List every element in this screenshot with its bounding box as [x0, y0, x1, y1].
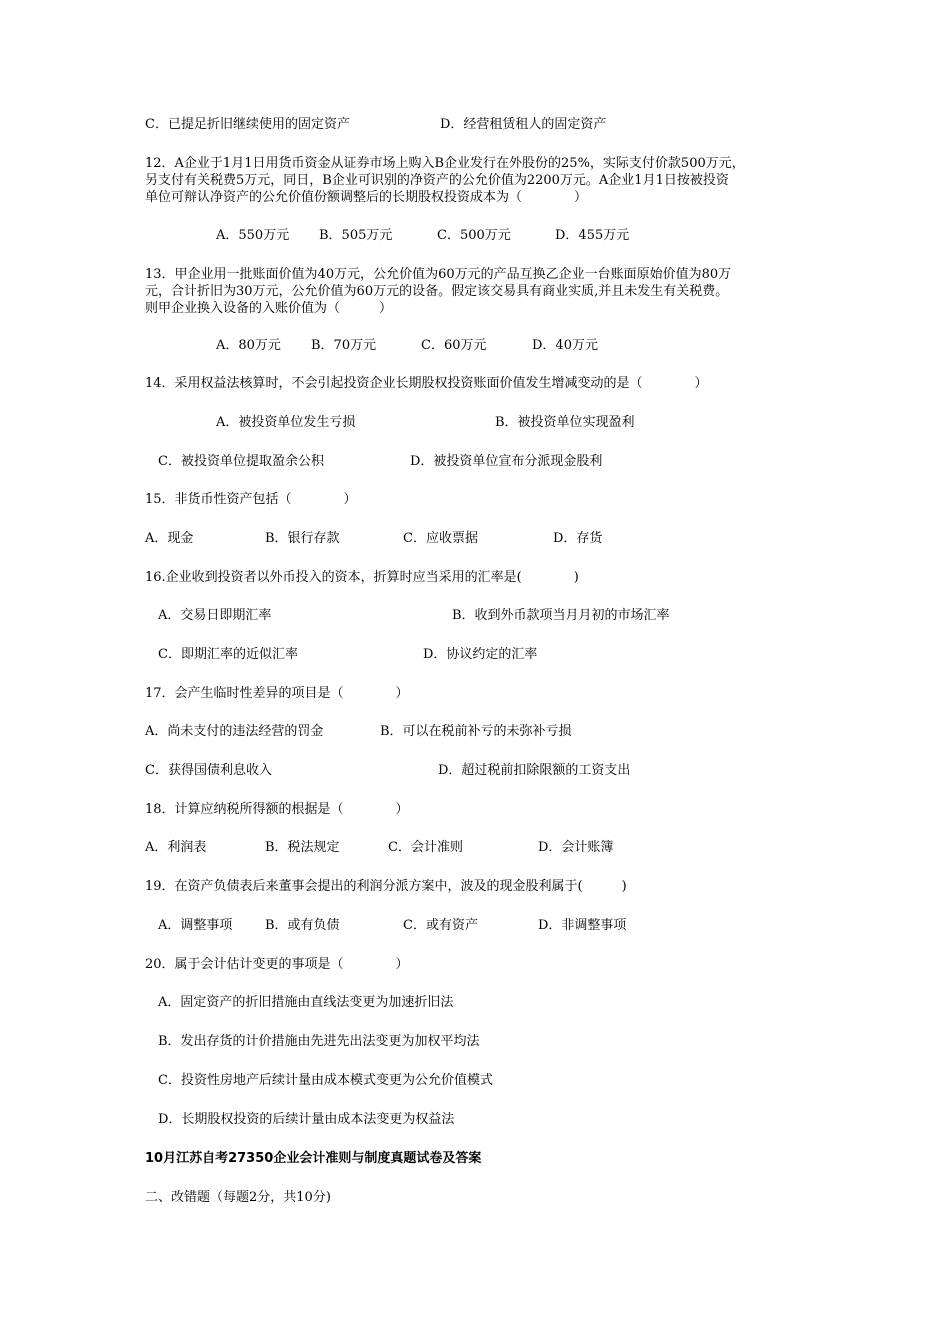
- q19-option-d: D．非调整事项: [538, 918, 627, 933]
- q13-option-c: C．60万元: [421, 338, 487, 353]
- q13-option-d: D．40万元: [532, 338, 598, 353]
- q13-stem-line2: 元，合计折旧为30万元，公允价值为60万元的设备。假定该交易具有商业实质,并且未发生有关税费。: [145, 284, 729, 299]
- q12-stem-line2: 另支付有关税费5万元，同日，B企业可识别的净资产的公允价值为2200万元。A企业1月1日按被投资: [145, 173, 729, 188]
- q13-stem-line1: 13．甲企业用一批账面价值为40万元，公允价值为60万元的产品互换乙企业一台账面原始价值为80万: [145, 267, 732, 282]
- q12-stem-line3: 单位可辩认净资产的公允价值份额调整后的长期股权投资成本为（ ）: [145, 190, 588, 205]
- document-heading: 10月江苏自考27350企业会计准则与制度真题试卷及答案: [145, 1151, 482, 1166]
- q19-option-c: C．或有资产: [403, 918, 478, 933]
- q12-option-c: C．500万元: [437, 228, 511, 243]
- q17-option-b: B．可以在税前补亏的未弥补亏损: [380, 724, 572, 739]
- q14-stem: 14．采用权益法核算时，不会引起投资企业长期股权投资账面价值发生增减变动的是（ ）: [145, 376, 708, 391]
- q18-option-a: A．利润表: [145, 840, 207, 855]
- q14-option-c: C．被投资单位提取盈余公积: [158, 454, 324, 469]
- q15-stem: 15．非货币性资产包括（ ）: [145, 492, 357, 507]
- q20-stem: 20．属于会计估计变更的事项是（ ）: [145, 957, 409, 972]
- q20-option-a: A．固定资产的折旧措施由直线法变更为加速折旧法: [158, 995, 454, 1010]
- q12-stem-line1: 12．A企业于1月1日用货币资金从证券市场上购入B企业发行在外股份的25%，实际支付价款500万元，: [145, 156, 745, 171]
- q16-option-c: C．即期汇率的近似汇率: [158, 647, 298, 662]
- q20-option-b: B．发出存货的计价措施由先进先出法变更为加权平均法: [158, 1034, 480, 1049]
- q17-option-d: D．超过税前扣除限额的工资支出: [438, 763, 631, 778]
- q15-option-b: B．银行存款: [265, 531, 340, 546]
- q18-option-c: C．会计准则: [388, 840, 463, 855]
- q15-option-d: D．存货: [553, 531, 603, 546]
- q13-option-b: B．70万元: [311, 338, 377, 353]
- q19-stem: 19．在资产负债表后来董事会提出的利润分派方案中，波及的现金股利属于( ): [145, 879, 627, 894]
- q18-option-d: D．会计账簿: [538, 840, 614, 855]
- q17-option-a: A．尚未支付的违法经营的罚金: [145, 724, 324, 739]
- q14-option-b: B．被投资单位实现盈利: [495, 415, 635, 430]
- q11-option-c: C．已提足折旧继续使用的固定资产: [145, 117, 350, 132]
- q14-option-a: A．被投资单位发生亏损: [216, 415, 356, 430]
- q16-stem: 16.企业收到投资者以外币投入的资本，折算时应当采用的汇率是( ): [145, 570, 579, 585]
- section-2-title: 二、改错题（每题2分，共10分): [145, 1190, 331, 1205]
- q20-option-c: C．投资性房地产后续计量由成本模式变更为公允价值模式: [158, 1073, 493, 1088]
- q19-option-b: B．或有负债: [265, 918, 340, 933]
- q14-option-d: D．被投资单位宣布分派现金股利: [410, 454, 603, 469]
- q18-option-b: B．税法规定: [265, 840, 340, 855]
- q17-stem: 17．会产生临时性差异的项目是（ ）: [145, 686, 409, 701]
- q16-option-a: A．交易日即期汇率: [158, 608, 272, 623]
- q16-option-b: B．收到外币款项当月月初的市场汇率: [452, 608, 670, 623]
- q12-option-d: D．455万元: [555, 228, 630, 243]
- q11-option-d: D．经营租赁租人的固定资产: [440, 117, 607, 132]
- q17-option-c: C．获得国债利息收入: [145, 763, 272, 778]
- q13-option-a: A．80万元: [216, 338, 281, 353]
- q18-stem: 18．计算应纳税所得额的根据是（ ）: [145, 802, 409, 817]
- q13-stem-line3: 则甲企业换入设备的入账价值为（ ）: [145, 301, 393, 316]
- q12-option-a: A．550万元: [216, 228, 290, 243]
- q20-option-d: D．长期股权投资的后续计量由成本法变更为权益法: [158, 1112, 455, 1127]
- q16-option-d: D．协议约定的汇率: [423, 647, 538, 662]
- q15-option-a: A．现金: [145, 531, 194, 546]
- q15-option-c: C．应收票据: [403, 531, 478, 546]
- q19-option-a: A．调整事项: [158, 918, 233, 933]
- q12-option-b: B．505万元: [319, 228, 393, 243]
